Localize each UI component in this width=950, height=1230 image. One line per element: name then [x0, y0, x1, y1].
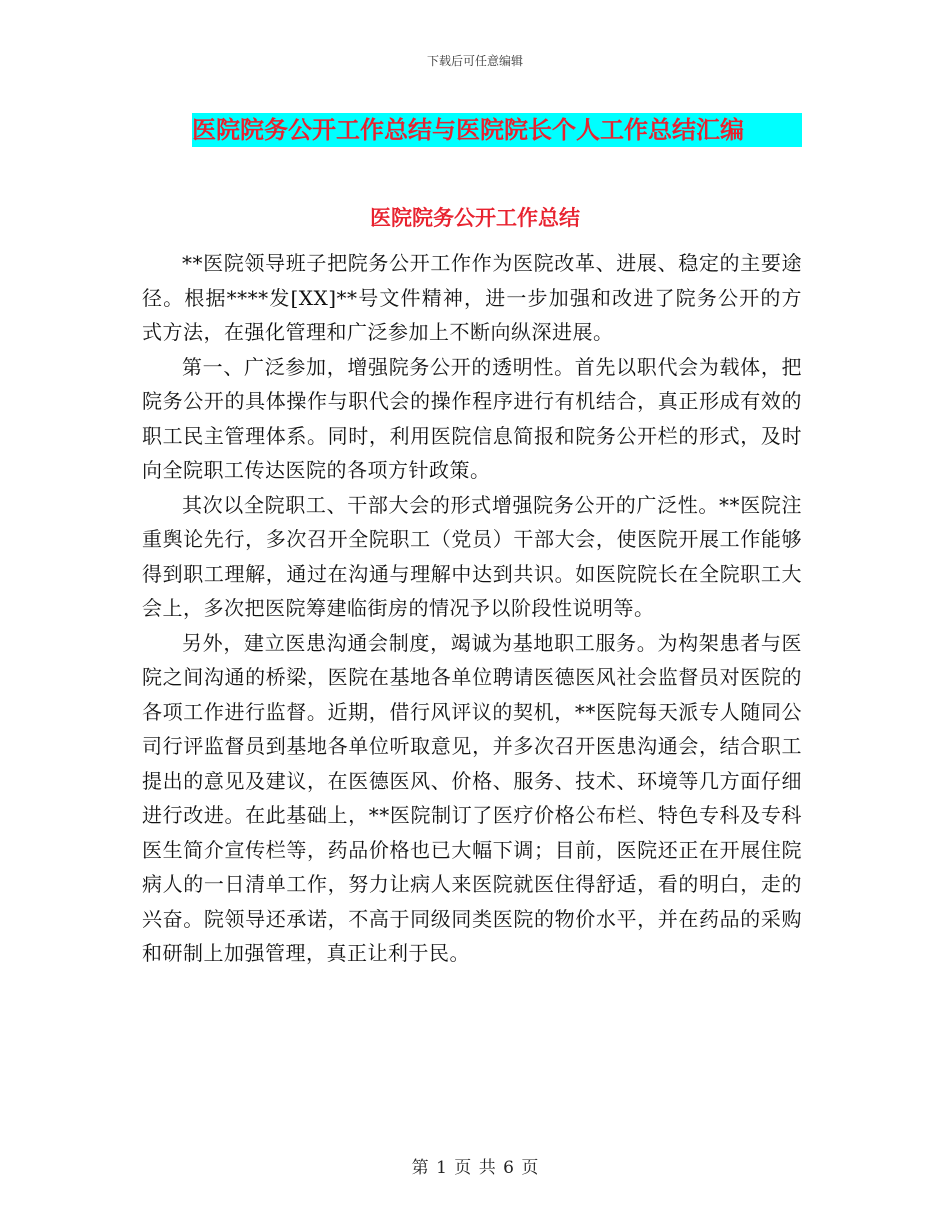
- document-body: [142, 246, 802, 971]
- header-note: 下载后可任意编辑: [426, 54, 523, 68]
- section-title: 医院院务公开工作总结: [370, 206, 580, 230]
- document-title: 医院院务公开工作总结与医院院长个人工作总结汇编: [192, 113, 802, 147]
- body-paragraph: 其次以全院职工、干部大会的形式增强院务公开的广泛性。**医院注重舆论先行，多次召开全院职工（党员）干部大会，使医院开展工作能够得到职工理解，通过在沟通与理解中达到共识。如医院院长在全院职工大会上，多次把医院筹建临街房的情况予以阶段性说明等。: [142, 492, 802, 620]
- page-number-footer: 第 1 页 共 6 页: [411, 1158, 539, 1178]
- body-paragraph: 另外，建立医患沟通会制度，竭诚为基地职工服务。为构架患者与医院之间沟通的桥梁，医院在基地各单位聘请医德医风社会监督员对医院的各项工作进行监督。近期，借行风评议的契机，**医院每天派专人随同公司行评监督员到基地各单位听取意见，并多次召开医患沟通会，结合职工提出的意见及建议，在医德医风、价格、服务、技术、环境等几方面仔细进行改进。在此基础上，**医院制订了医疗价格公布栏、特色专科及专科医生简介宣传栏等，药品价格也已大幅下调；目前，医院还正在开展住院病人的一日清单工作，努力让病人来医院就医住得舒适，看的明白，走的兴奋。院领导还承诺，不高于同级同类医院的物价水平，并在药品的采购和研制上加强管理，真正让利于民。: [142, 630, 802, 965]
- body-paragraph: **医院领导班子把院务公开工作作为医院改革、进展、稳定的主要途径。根据****发[XX]**号文件精神，进一步加强和改进了院务公开的方式方法，在强化管理和广泛参加上不断向纵深进展。: [142, 251, 802, 344]
- body-paragraph: 第一、广泛参加，增强院务公开的透明性。首先以职代会为载体，把院务公开的具体操作与职代会的操作程序进行有机结合，真正形成有效的职工民主管理体系。同时，利用医院信息简报和院务公开栏的形式，及时向全院职工传达医院的各项方针政策。: [142, 354, 802, 482]
